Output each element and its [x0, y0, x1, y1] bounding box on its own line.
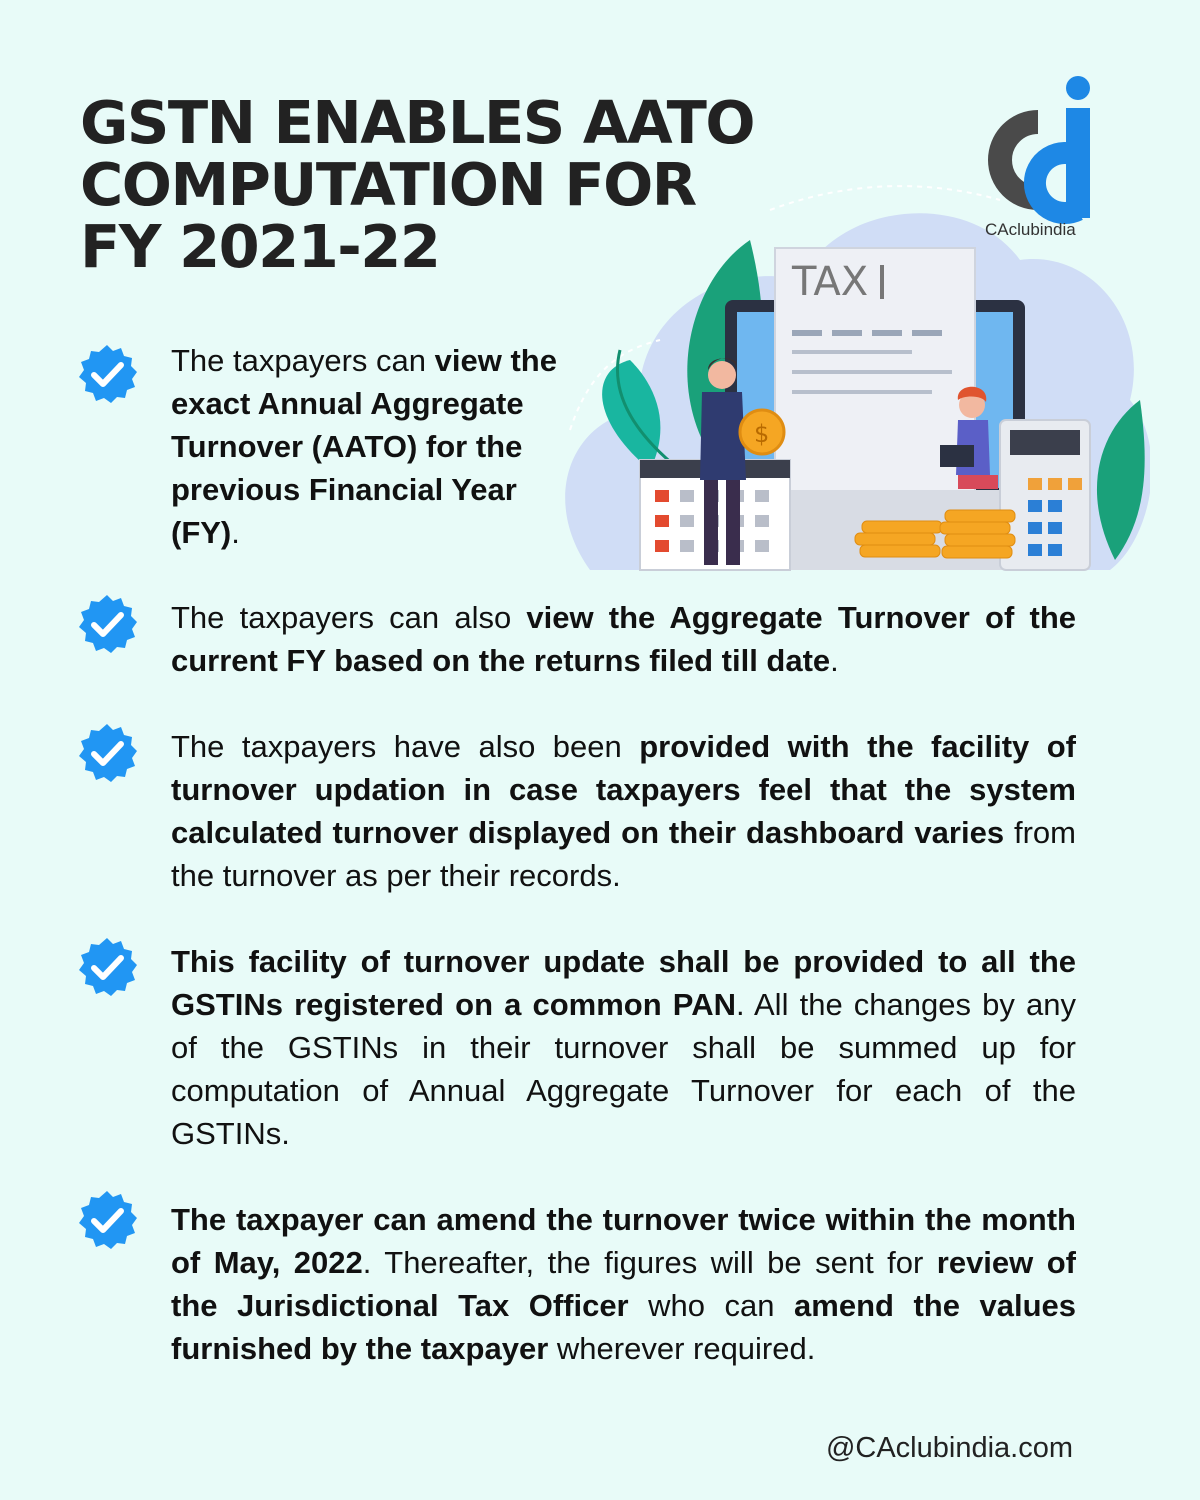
title-line-2: COMPUTATION FOR — [80, 150, 696, 219]
bold-segment: amend the values furnished by the taxpayer — [171, 1288, 1076, 1366]
bold-segment: This facility of turnover update shall be provided to all the GSTINs registered on a common PAN — [171, 944, 1076, 1022]
bullet-text-1 — [171, 339, 591, 554]
check-badge-icon — [76, 936, 138, 998]
text-segment: . — [231, 515, 240, 550]
bold-segment: The taxpayer can amend the turnover twice within the month of May, 2022 — [171, 1202, 1076, 1280]
text-segment: The taxpayers can also — [171, 600, 527, 635]
bullet-text-4 — [171, 940, 1076, 1155]
bold-segment: review of the Jurisdictional Tax Officer — [171, 1245, 1076, 1323]
title-line-1: GSTN ENABLES AATO — [80, 88, 754, 157]
logo-dot — [1066, 76, 1090, 100]
text-segment: wherever required. — [548, 1331, 816, 1366]
check-badge-icon — [76, 1189, 138, 1251]
tax-label: TAX — [792, 259, 869, 305]
check-badge-icon — [76, 722, 138, 784]
bold-segment: view the exact Annual Aggregate Turnover (AATO) for the previous Financial Year (FY) — [171, 343, 557, 550]
text-segment: The taxpayers can — [171, 343, 435, 378]
text-segment: The taxpayers have also been — [171, 729, 640, 764]
bullet-text-3 — [171, 725, 1076, 897]
bold-segment: view the Aggregate Turnover of the current FY based on the returns filed till date — [171, 600, 1076, 678]
logo-brand-text: CAclubindia — [985, 220, 1076, 239]
title-line-3: FY 2021-22 — [80, 212, 440, 281]
footer-handle: @CAclubindia.com — [825, 1432, 1073, 1464]
bullet-text-5 — [171, 1198, 1076, 1370]
text-segment: from the turnover as per their records. — [171, 815, 1076, 893]
bullet-text-2 — [171, 596, 1076, 682]
check-badge-icon — [76, 343, 138, 405]
bold-segment: provided with the facility of turnover updation in case taxpayers feel that the system calculated turnover displayed on their dashboard varies — [171, 729, 1076, 850]
svg-text:$: $ — [754, 420, 770, 448]
text-segment: . All the changes by any of the GSTINs in their turnover shall be summed up for computation of Annual Aggregate Turnover for each of the GSTINs. — [171, 987, 1077, 1151]
text-segment: who can — [628, 1288, 795, 1323]
caclubindia-logo — [970, 72, 1100, 242]
text-segment: . — [830, 643, 839, 678]
check-badge-icon — [76, 593, 138, 655]
text-segment: . Thereafter, the figures will be sent for — [362, 1245, 937, 1280]
